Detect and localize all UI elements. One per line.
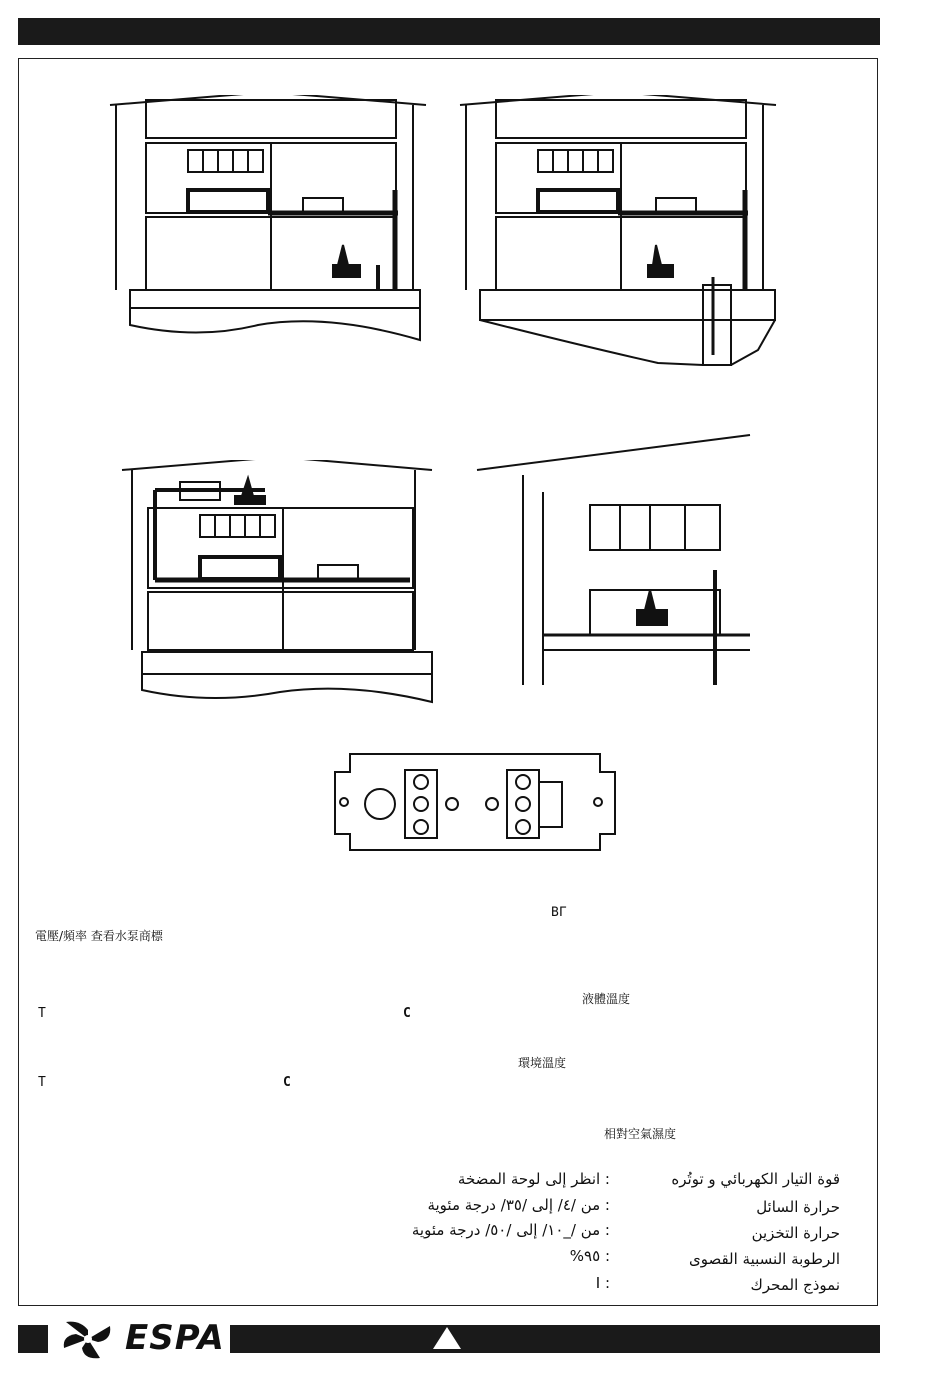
arabic-spec-value: : من /٤/ إلى /٣٥/ درجة مئوية (427, 1196, 610, 1214)
greek-label-bg: ΒΓ (551, 905, 567, 920)
espa-fan-logo-icon (58, 1318, 118, 1360)
arabic-spec-value: : انظر إلى لوحة المضخة (457, 1170, 610, 1188)
arabic-spec-label: حرارة السائل (756, 1198, 840, 1216)
terminal-wiring-diagram (332, 752, 617, 852)
header-bar (18, 18, 880, 45)
triangle-marker-icon (433, 1327, 461, 1349)
cn-humidity: 相對空氣濕度 (604, 1127, 677, 1141)
arabic-spec-label: نموذج المحرك (750, 1276, 840, 1294)
arabic-spec-label: حرارة التخزين (751, 1224, 840, 1242)
cn-voltage: 電壓/頻率 查看水泵商標 (35, 929, 163, 943)
greek-c1: C (403, 1006, 411, 1021)
arabic-spec-value: : I (595, 1274, 610, 1292)
arabic-spec-label: الرطوبة النسبية القصوى (688, 1250, 840, 1268)
greek-t1: T (38, 1006, 46, 1021)
arabic-spec-label: قوة التيار الكهربائي و توتُره (671, 1170, 840, 1188)
house-installation-2 (458, 95, 778, 380)
footer-bar-left (18, 1325, 48, 1353)
arabic-spec-value: : من /_١٠/ إلى /٥٠/ درجة مئوية (411, 1221, 610, 1239)
footer-bar-right (230, 1325, 880, 1353)
brand-logo-text: ESPA (125, 1318, 225, 1358)
greek-c2: C (283, 1075, 291, 1090)
arabic-spec-value: : ٩٥% (569, 1247, 610, 1265)
cn-ambient-temp: 環境溫度 (518, 1056, 567, 1070)
house-installation-3 (120, 460, 435, 710)
house-installation-1 (108, 95, 428, 345)
cn-liquid-temp: 液體溫度 (582, 992, 631, 1006)
greek-t2: T (38, 1075, 46, 1090)
house-installation-4 (475, 430, 755, 690)
